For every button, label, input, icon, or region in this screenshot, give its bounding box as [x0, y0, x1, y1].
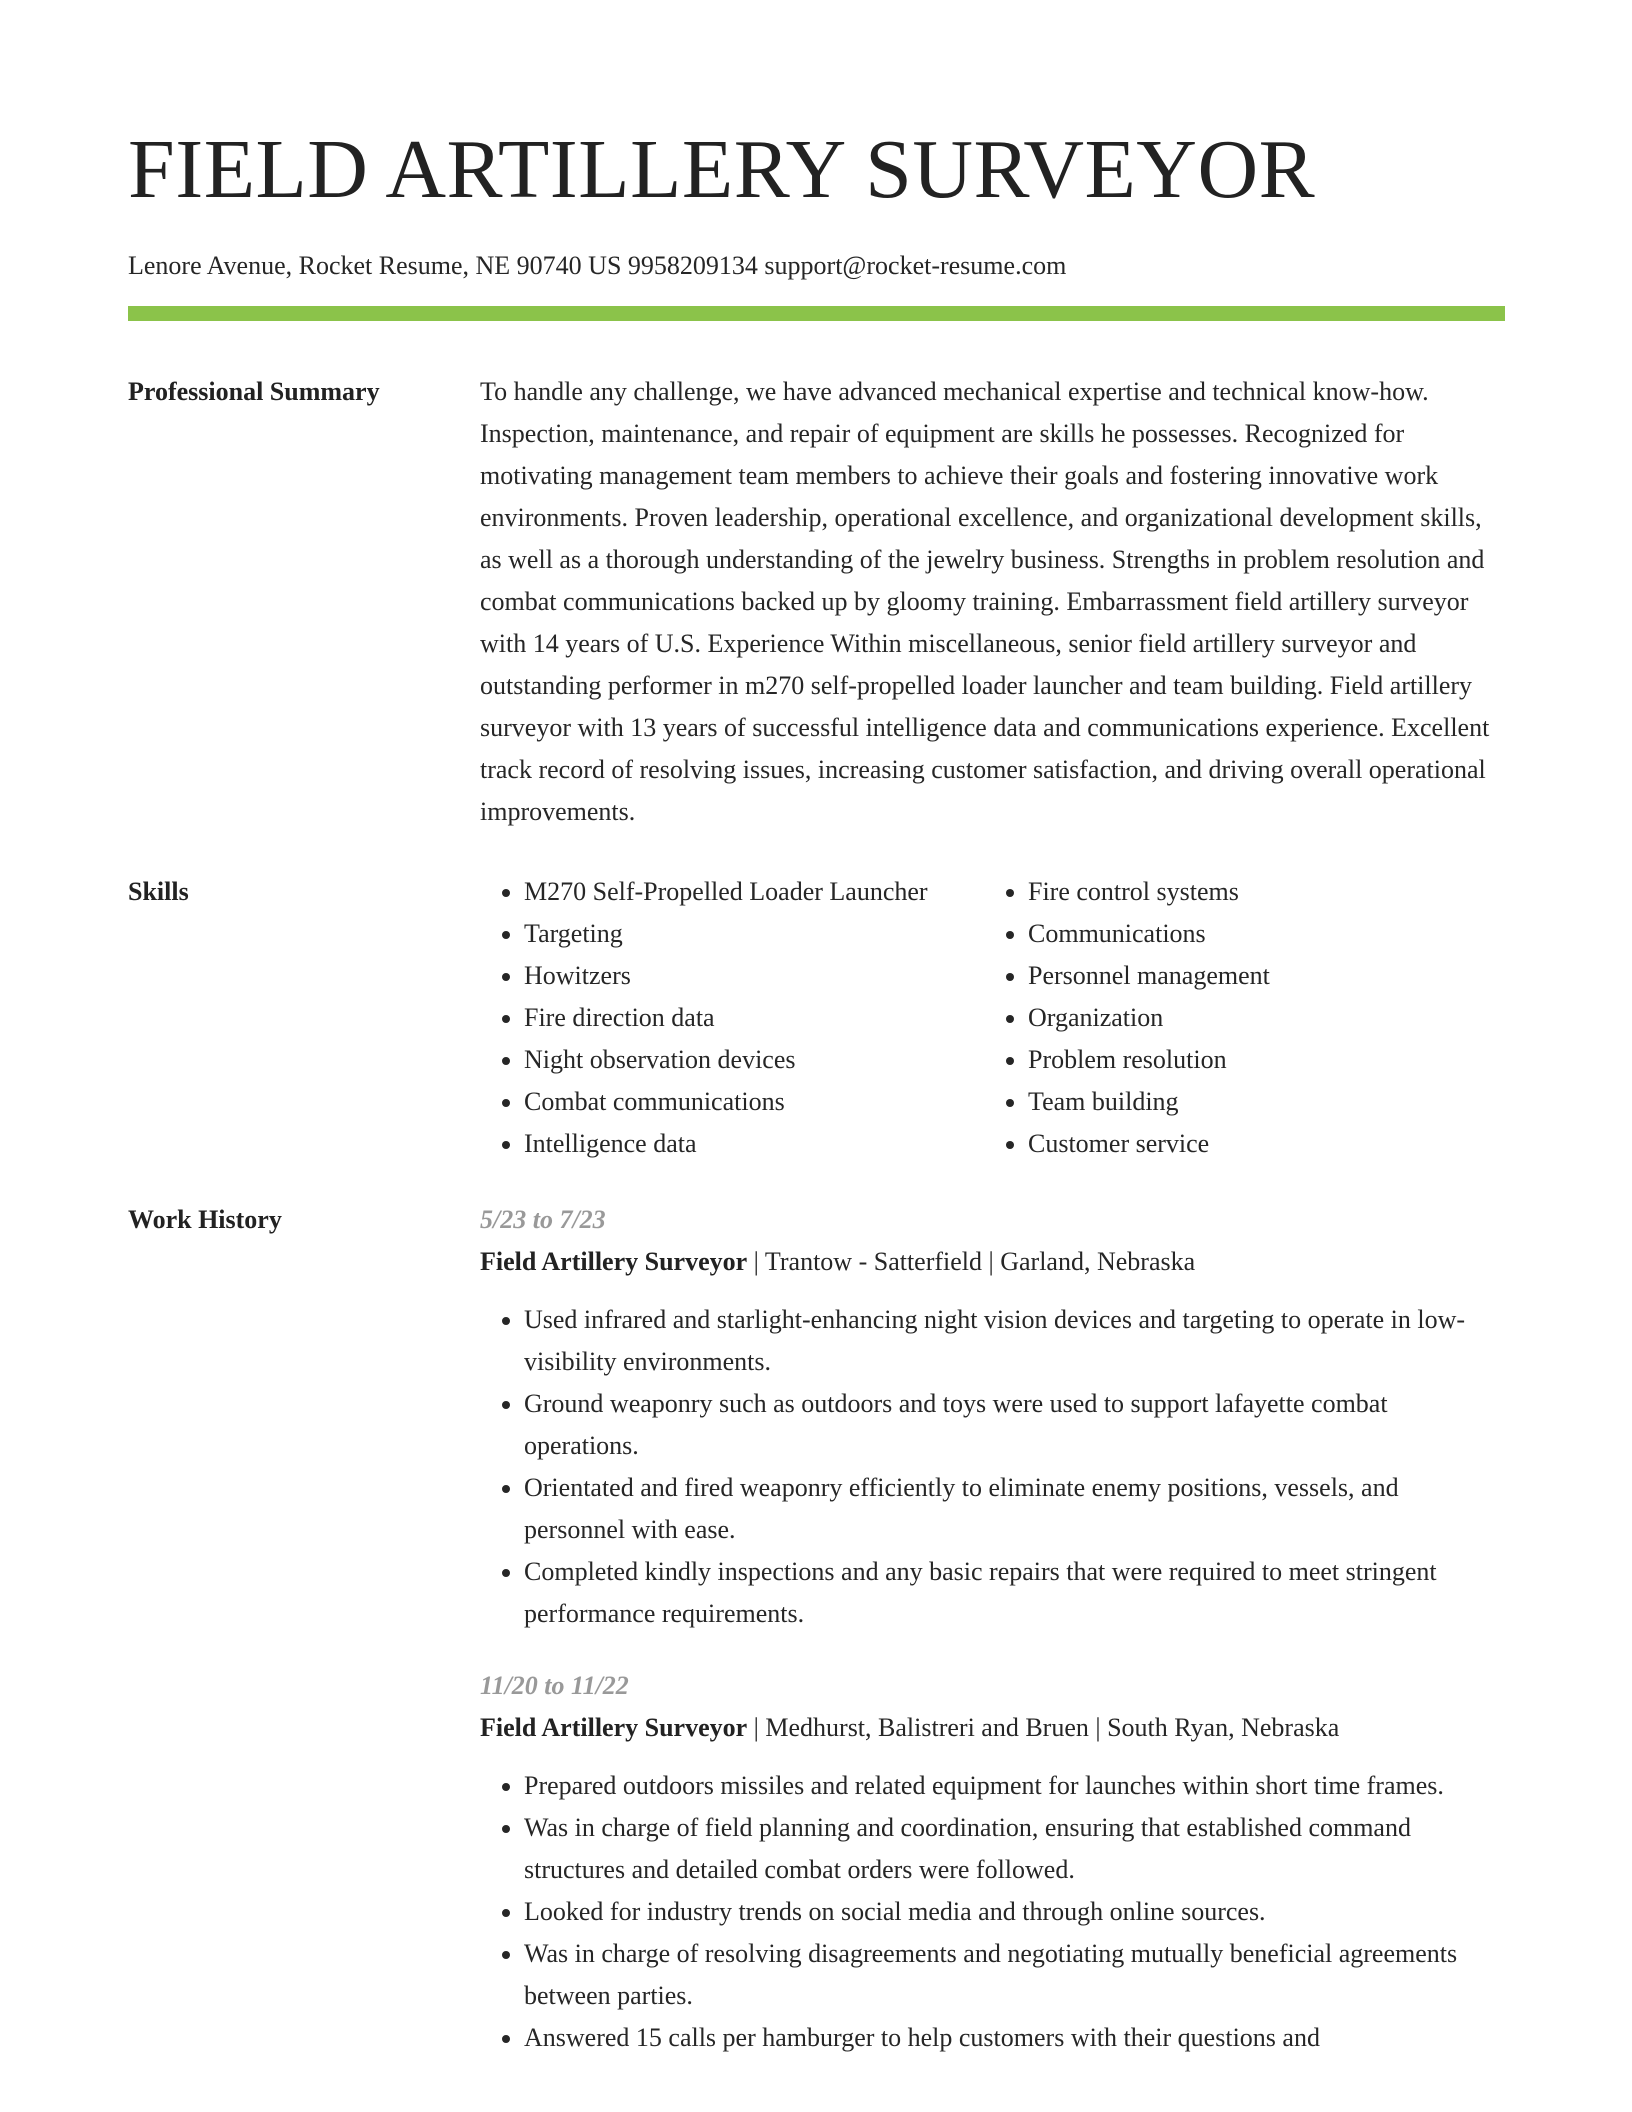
job-title: Field Artillery Surveyor — [480, 1713, 748, 1742]
job-title-line — [480, 1241, 1505, 1283]
work-history-label: Work History — [128, 1205, 282, 1234]
job-entry — [480, 1665, 1505, 2059]
skills-label: Skills — [128, 877, 189, 906]
contact-email: support@rocket-resume.com — [764, 251, 1067, 280]
contact-line — [128, 248, 1505, 284]
skill-item: • Fire direction data — [524, 997, 984, 1039]
skill-item: • Customer service — [1028, 1123, 1270, 1165]
job-bullet: • Was in charge of resolving disagreements and negotiating mutually beneficial agreements between parties. — [524, 1933, 1505, 2017]
job-bullet: • Orientated and fired weaponry efficiently to eliminate enemy positions, vessels, and personnel with ease. — [524, 1467, 1505, 1551]
job-dates: 11/20 to 11/22 — [480, 1671, 629, 1700]
skill-item: • Problem resolution — [1028, 1039, 1270, 1081]
skills-grid — [480, 871, 1505, 1165]
job-bullet-list — [480, 1299, 1505, 1635]
skill-item: • Team building — [1028, 1081, 1270, 1123]
skills-section — [128, 871, 1505, 1165]
job-entry — [480, 1199, 1505, 1635]
skill-item: • Howitzers — [524, 955, 984, 997]
job-title: Field Artillery Surveyor — [480, 1247, 748, 1276]
job-bullet: • Completed kindly inspections and any basic repairs that were required to meet stringent performance requirements. — [524, 1551, 1505, 1635]
skill-item: • Targeting — [524, 913, 984, 955]
job-list — [480, 1199, 1505, 2089]
skill-item: • Fire control systems — [1028, 871, 1270, 913]
header-divider — [128, 306, 1505, 321]
job-employer-location: | Trantow - Satterfield | Garland, Nebraska — [747, 1247, 1196, 1276]
summary-label: Professional Summary — [128, 377, 380, 406]
job-bullet: • Used infrared and starlight-enhancing night vision devices and targeting to operate in low-visibility environments. — [524, 1299, 1505, 1383]
resume-name: FIELD ARTILLERY SURVEYOR — [128, 123, 1316, 216]
skill-item: • Personnel management — [1028, 955, 1270, 997]
job-employer-location: | Medhurst, Balistreri and Bruen | South Ryan, Nebraska — [747, 1713, 1340, 1742]
skills-column-1 — [480, 871, 984, 1165]
job-bullet: • Answered 15 calls per hamburger to help customers with their questions and — [524, 2017, 1505, 2059]
resume-page — [128, 120, 1505, 2089]
job-bullet-list — [480, 1765, 1505, 2059]
skill-item: • M270 Self-Propelled Loader Launcher — [524, 871, 984, 913]
work-history-section — [128, 1199, 1505, 2089]
skill-item: • Communications — [1028, 913, 1270, 955]
skill-item: • Organization — [1028, 997, 1270, 1039]
job-title-line — [480, 1707, 1505, 1749]
summary-section — [128, 371, 1505, 833]
job-bullet: • Prepared outdoors missiles and related equipment for launches within short time frames. — [524, 1765, 1505, 1807]
job-bullet: • Ground weaponry such as outdoors and toys were used to support lafayette combat operations. — [524, 1383, 1505, 1467]
job-bullet: • Looked for industry trends on social media and through online sources. — [524, 1891, 1505, 1933]
summary-text: To handle any challenge, we have advanced mechanical expertise and technical know-how. Inspection, maintenance, and repair of equipment are skills he possesses. Recognized for motivating management team members to achieve their goals and fostering innovative work environments. Proven leadership, operational excellence, and organizational development skills, as well as a thorough understanding of the jewelry business. Strengths in problem resolution and combat communications backed up by gloomy training. Embarrassment field artillery surveyor with 14 years of U.S. Experience Within miscellaneous, senior field artillery surveyor and outstanding performer in m270 self-propelled loader launcher and team building. Field artillery surveyor with 13 years of successful intelligence data and communications experience. Excellent track record of resolving issues, increasing customer satisfaction, and driving overall operational improvements. — [480, 377, 1490, 826]
skill-item: • Combat communications — [524, 1081, 984, 1123]
job-bullet: • Was in charge of field planning and coordination, ensuring that established command structures and detailed combat orders were followed. — [524, 1807, 1505, 1891]
contact-phone: 9958209134 — [627, 251, 758, 280]
skills-column-2 — [984, 871, 1270, 1165]
skill-item: • Night observation devices — [524, 1039, 984, 1081]
job-dates: 5/23 to 7/23 — [480, 1205, 606, 1234]
skill-item: • Intelligence data — [524, 1123, 984, 1165]
contact-address: Lenore Avenue, Rocket Resume, NE 90740 US — [128, 251, 622, 280]
